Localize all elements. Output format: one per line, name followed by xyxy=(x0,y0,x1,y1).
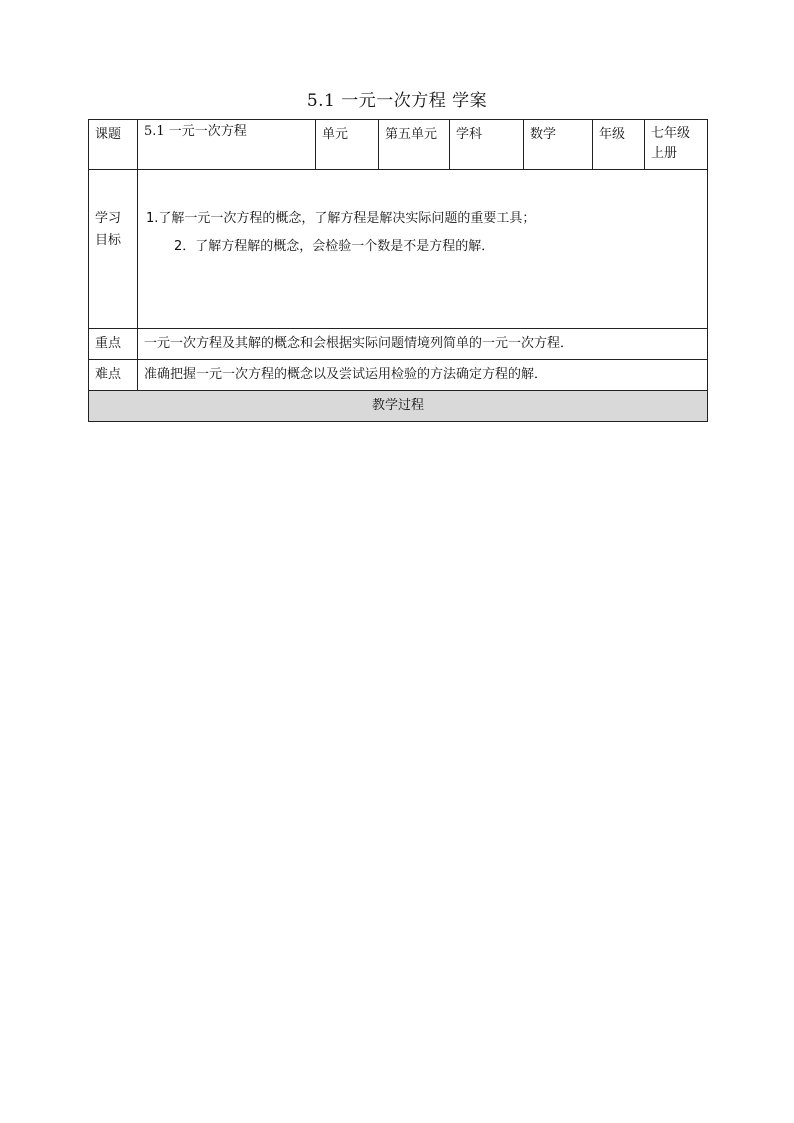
key-points-label: 重点 xyxy=(89,329,138,360)
grade-value-line1: 七年级 xyxy=(651,126,691,141)
difficulties-text: 准确把握一元一次方程的概念以及尝试运用检验的方法确定方程的解． xyxy=(138,360,708,391)
subject-value: 数学 xyxy=(524,120,593,170)
goals-row xyxy=(89,170,708,329)
goal-item: 1.了解一元一次方程的概念，了解方程是解决实际问题的重要工具； xyxy=(146,211,536,226)
topic-label: 课题 xyxy=(89,120,138,170)
unit-label: 单元 xyxy=(316,120,379,170)
lesson-plan-table xyxy=(88,119,708,422)
grade-label: 年级 xyxy=(593,120,645,170)
topic-value: 5.1 一元一次方程 xyxy=(138,120,316,170)
key-points-row xyxy=(89,329,708,360)
document-title: 5.1 一元一次方程 学案 xyxy=(306,91,488,111)
difficulties-row xyxy=(89,360,708,391)
header-row xyxy=(89,120,708,170)
goal-item: 2．了解方程解的概念，会检验一个数是不是方程的解． xyxy=(174,239,495,255)
process-header: 教学过程 xyxy=(89,391,708,422)
difficulties-label: 难点 xyxy=(89,360,138,391)
unit-value: 第五单元 xyxy=(379,120,450,170)
goals-label-line2: 目标 xyxy=(95,233,122,249)
goals-label xyxy=(89,170,138,329)
key-points-text: 一元一次方程及其解的概念和会根据实际问题情境列简单的一元一次方程． xyxy=(138,329,708,360)
goals-label-line1: 学习 xyxy=(95,211,122,226)
grade-value-line2: 上册 xyxy=(651,146,678,162)
goals-content xyxy=(138,170,708,329)
grade-value xyxy=(645,120,708,170)
subject-label: 学科 xyxy=(450,120,524,170)
process-row xyxy=(89,391,708,422)
